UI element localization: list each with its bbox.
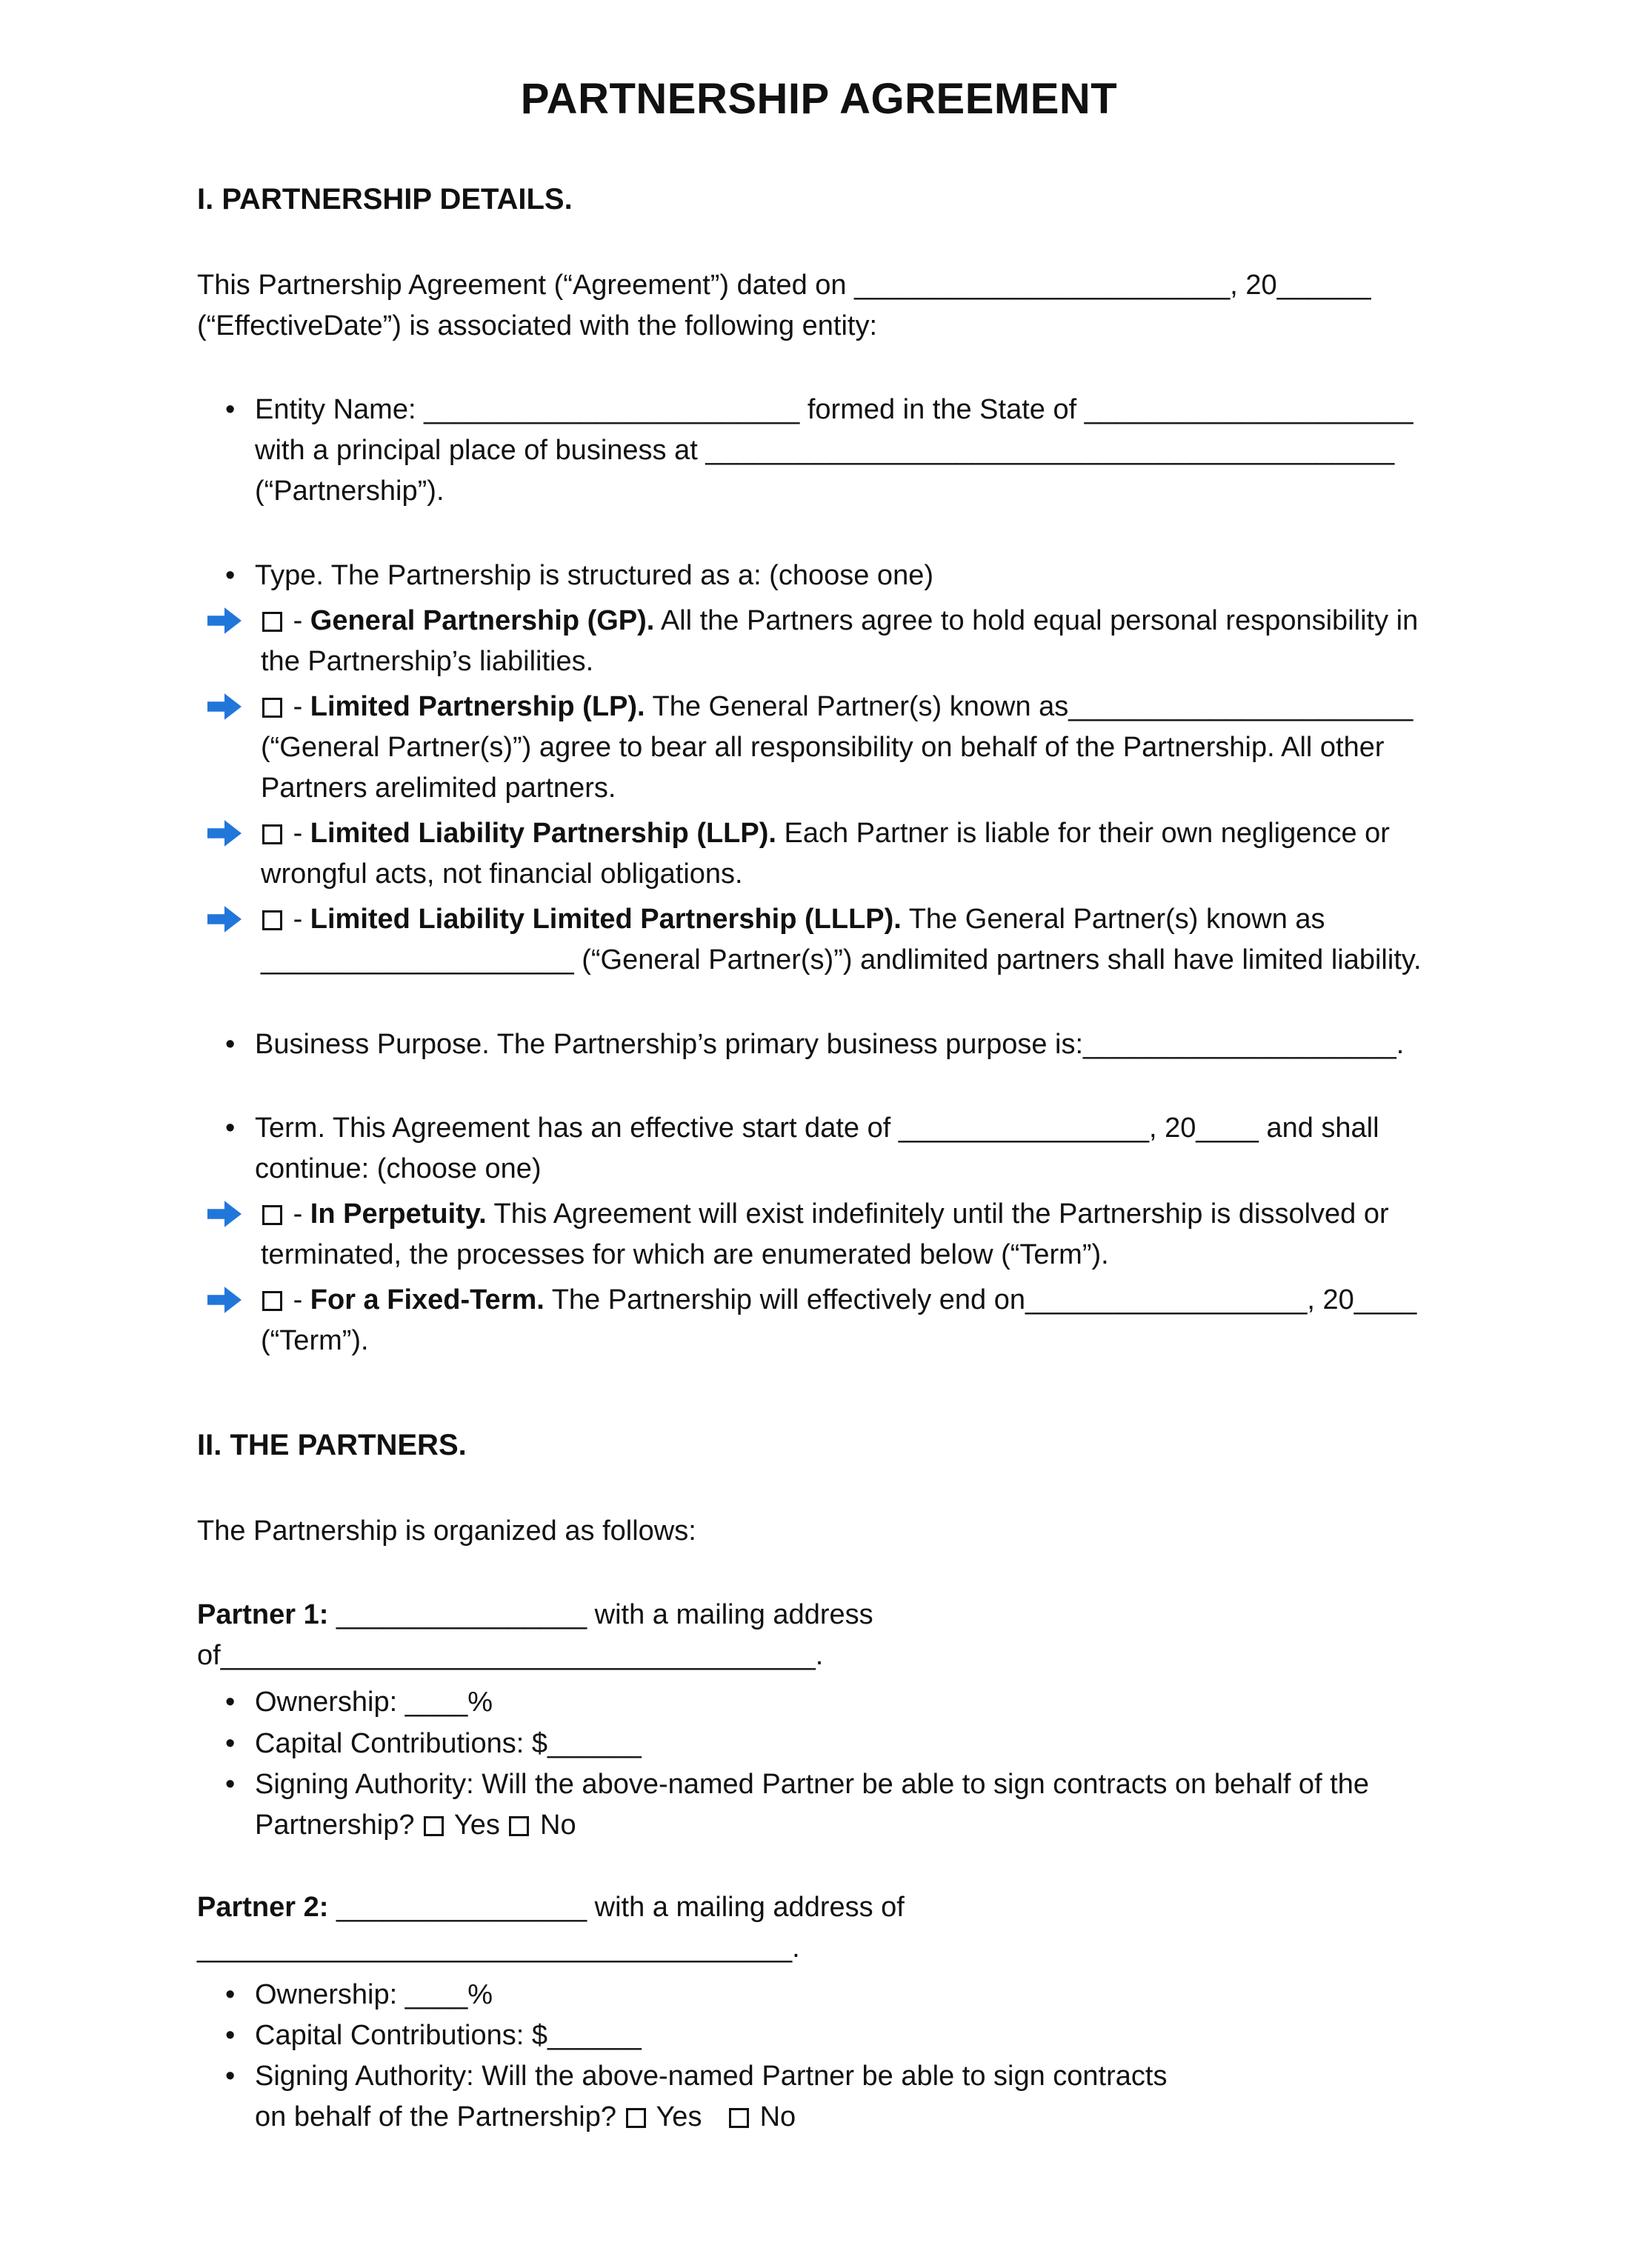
checkbox-partner-1-yes[interactable] bbox=[424, 1816, 444, 1836]
partner-1-line bbox=[197, 1595, 1441, 1676]
dash: - bbox=[293, 690, 303, 722]
type-text: Type. The Partnership is structured as a: (choose one) bbox=[255, 559, 933, 591]
option-label-gp: General Partnership (GP). bbox=[310, 604, 655, 636]
term-text: Term. This Agreement has an effective start date of ________________, 20____ and shall continue: (choose one) bbox=[255, 1112, 1379, 1184]
term-bullet bbox=[197, 1108, 1441, 1190]
option-label-lp: Limited Partnership (LP). bbox=[310, 690, 645, 722]
partner-1-block bbox=[197, 1595, 1441, 1846]
partner-2-capital-text: Capital Contributions: $______ bbox=[255, 2020, 642, 2052]
option-limited-partnership bbox=[197, 687, 1441, 809]
checkbox-lllp[interactable] bbox=[262, 910, 282, 930]
partner-1-ownership-bullet bbox=[197, 1682, 1441, 1723]
option-fixed-term bbox=[197, 1280, 1441, 1361]
option-text-fixed-term: The Partnership will effectively end on__________________, 20____ (“Term”). bbox=[261, 1284, 1417, 1357]
partner-1-yes-label: Yes bbox=[453, 1809, 500, 1841]
partner-1-label: Partner 1: bbox=[197, 1599, 329, 1631]
option-label-fixed-term: For a Fixed-Term. bbox=[310, 1284, 545, 1315]
arrow-right-icon bbox=[207, 607, 242, 634]
option-limited-liability-partnership bbox=[197, 813, 1441, 895]
partner-2-yes-label: Yes bbox=[656, 2101, 702, 2133]
partner-2-signing-text-line1: Signing Authority: Will the above-named Partner be able to sign contracts bbox=[255, 2061, 1168, 2092]
arrow-right-icon bbox=[207, 1287, 242, 1313]
arrow-right-icon bbox=[207, 1201, 242, 1227]
checkbox-limited-partnership[interactable] bbox=[262, 698, 282, 718]
partner-2-no-label: No bbox=[759, 2101, 796, 2133]
arrow-right-icon bbox=[207, 820, 242, 847]
partner-2-ownership-bullet bbox=[197, 1975, 1441, 2015]
partner-1-capital-text: Capital Contributions: $______ bbox=[255, 1727, 642, 1759]
business-purpose-bullet bbox=[197, 1024, 1441, 1065]
partner-2-ownership-text: Ownership: ____% bbox=[255, 1979, 493, 2010]
option-label-lllp: Limited Liability Limited Partnership (LLLP). bbox=[310, 904, 902, 935]
checkbox-llp[interactable] bbox=[262, 824, 282, 844]
partner-2-signing-bullet bbox=[197, 2056, 1441, 2138]
option-general-partnership bbox=[197, 601, 1441, 682]
option-label-perpetuity: In Perpetuity. bbox=[310, 1198, 487, 1230]
dash: - bbox=[293, 818, 303, 850]
business-purpose-text: Business Purpose. The Partnership’s primary business purpose is:____________________. bbox=[255, 1028, 1405, 1060]
option-text-gp: All the Partners agree to hold equal personal responsibility in the Partnership’s liabilities. bbox=[261, 604, 1419, 677]
option-label-llp: Limited Liability Partnership (LLP). bbox=[310, 818, 776, 850]
section-the-partners bbox=[197, 1424, 1441, 2138]
checkbox-partner-2-no[interactable] bbox=[729, 2108, 749, 2128]
dash: - bbox=[293, 604, 303, 636]
entity-name-bullet bbox=[197, 390, 1441, 512]
partner-2-line bbox=[197, 1887, 1441, 1969]
partner-1-signing-text: Signing Authority: Will the above-named Partner be able to sign contracts on behalf of the Partnership? bbox=[255, 1768, 1370, 1841]
option-text-lp: The General Partner(s) known as______________________ (“General Partner(s)”) agree to bear all responsibility on behalf of the Partnership. All other Partners arelimited partners. bbox=[261, 690, 1413, 804]
document-title: PARTNERSHIP AGREEMENT bbox=[520, 75, 1118, 123]
arrow-right-icon bbox=[207, 693, 242, 720]
partner-2-signing-text-line2: on behalf of the Partnership? bbox=[255, 2101, 617, 2133]
checkbox-general-partnership[interactable] bbox=[262, 612, 282, 632]
section1-heading: I. PARTNERSHIP DETAILS. bbox=[197, 183, 573, 216]
partners-intro-paragraph: The Partnership is organized as follows: bbox=[197, 1515, 696, 1547]
type-bullet bbox=[197, 556, 1441, 596]
partner-1-no-label: No bbox=[540, 1809, 576, 1841]
dash: - bbox=[293, 904, 303, 935]
section-partnership-details bbox=[197, 178, 1441, 1361]
checkbox-partner-1-no[interactable] bbox=[509, 1816, 529, 1836]
dash: - bbox=[293, 1284, 303, 1315]
arrow-right-icon bbox=[207, 906, 242, 933]
checkbox-in-perpetuity[interactable] bbox=[262, 1205, 282, 1225]
option-text-perpetuity: This Agreement will exist indefinitely until the Partnership is dissolved or terminated, the processes for which are enumerated below (“Term”). bbox=[261, 1198, 1389, 1270]
section2-heading: II. THE PARTNERS. bbox=[197, 1429, 467, 1462]
intro-paragraph: This Partnership Agreement (“Agreement”) dated on ________________________, 20______ (“EffectiveDate”) is associated with the following entity: bbox=[197, 270, 1371, 342]
entity-name-text: Entity Name: ________________________ formed in the State of _____________________ with a principal place of business at ____________________________________________ (“Partnership”). bbox=[255, 394, 1413, 507]
partner-1-signing-bullet bbox=[197, 1764, 1441, 1846]
option-text-lllp: The General Partner(s) known as ____________________ (“General Partner(s)”) andlimited partners shall have limited liability. bbox=[261, 904, 1422, 976]
option-in-perpetuity bbox=[197, 1194, 1441, 1275]
option-text-llp: Each Partner is liable for their own negligence or wrongful acts, not financial obligations. bbox=[261, 818, 1390, 890]
option-lllp bbox=[197, 899, 1441, 981]
partner-1-name-blank: ________________ with a mailing address of______________________________________. bbox=[197, 1599, 873, 1672]
dash: - bbox=[293, 1198, 303, 1230]
partner-2-capital-bullet bbox=[197, 2015, 1441, 2056]
partner-1-capital-bullet bbox=[197, 1724, 1441, 1764]
checkbox-fixed-term[interactable] bbox=[262, 1291, 282, 1311]
checkbox-partner-2-yes[interactable] bbox=[626, 2108, 646, 2128]
partner-2-name-blank: ________________ with a mailing address of ______________________________________. bbox=[197, 1891, 905, 1964]
partner-1-ownership-text: Ownership: ____% bbox=[255, 1687, 493, 1718]
partner-2-label: Partner 2: bbox=[197, 1891, 329, 1923]
partner-2-block bbox=[197, 1887, 1441, 2138]
